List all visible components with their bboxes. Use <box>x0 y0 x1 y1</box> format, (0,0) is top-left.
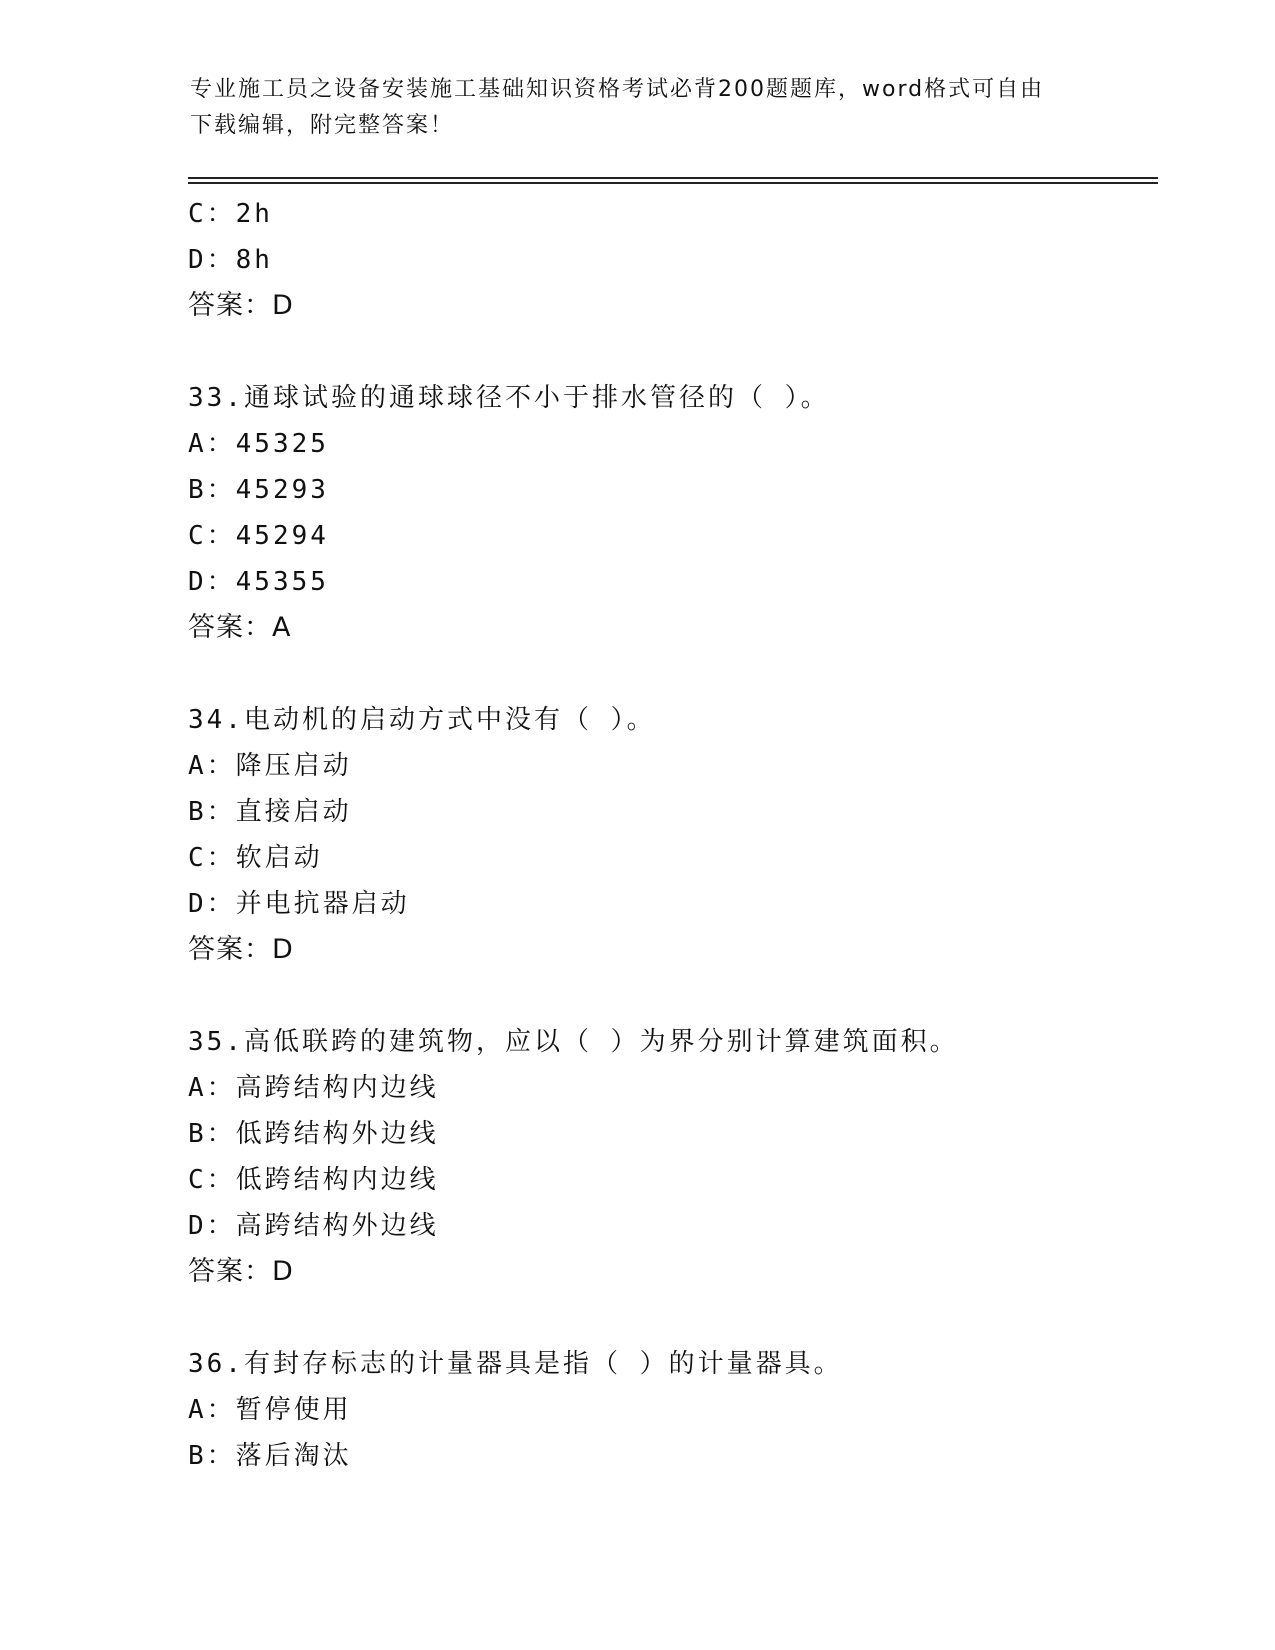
question-stem: 33.通球试验的通球球径不小于排水管径的（ ）。 <box>188 383 830 413</box>
answer-label: 答案：D <box>188 1256 294 1287</box>
option-b: B：直接启动 <box>188 797 352 827</box>
option-a: A：高跨结构内边线 <box>188 1073 439 1103</box>
question-36 <box>188 1341 1148 1479</box>
question-stem: 35.高低联跨的建筑物，应以（ ）为界分别计算建筑面积。 <box>188 1027 959 1057</box>
header-title-line-2: 下载编辑，附完整答案！ <box>190 113 455 138</box>
question-list <box>188 191 1148 1479</box>
question-33 <box>188 375 1148 651</box>
option-d: D：高跨结构外边线 <box>188 1211 439 1241</box>
option-b: B：低跨结构外边线 <box>188 1119 439 1149</box>
answer-label: 答案：D <box>188 934 294 965</box>
option-c: C：低跨结构内边线 <box>188 1165 439 1195</box>
document-header <box>190 72 1090 144</box>
header-title-line-1: 专业施工员之设备安装施工基础知识资格考试必背200题题库，word格式可自由 <box>190 77 1045 102</box>
option-c: C：软启动 <box>188 843 323 873</box>
question-35 <box>188 1019 1148 1295</box>
question-stem: 34.电动机的启动方式中没有（ ）。 <box>188 705 656 735</box>
option-d: D：8h <box>188 245 273 275</box>
option-d: D：并电抗器启动 <box>188 889 410 919</box>
answer-label: 答案：A <box>188 612 292 643</box>
option-c: C：2h <box>188 199 273 229</box>
option-c: C：45294 <box>188 521 329 551</box>
option-a: A：降压启动 <box>188 751 352 781</box>
option-b: B：落后淘汰 <box>188 1441 352 1471</box>
question-34 <box>188 697 1148 973</box>
option-a: A：暂停使用 <box>188 1395 352 1425</box>
answer-label: 答案：D <box>188 290 294 321</box>
option-b: B：45293 <box>188 475 329 505</box>
header-rule-bottom <box>188 182 1158 184</box>
question-stem: 36.有封存标志的计量器具是指（ ）的计量器具。 <box>188 1349 843 1379</box>
option-d: D：45355 <box>188 567 329 597</box>
option-a: A：45325 <box>188 429 329 459</box>
question-fragment <box>188 191 1148 329</box>
header-rule-top <box>188 177 1158 179</box>
